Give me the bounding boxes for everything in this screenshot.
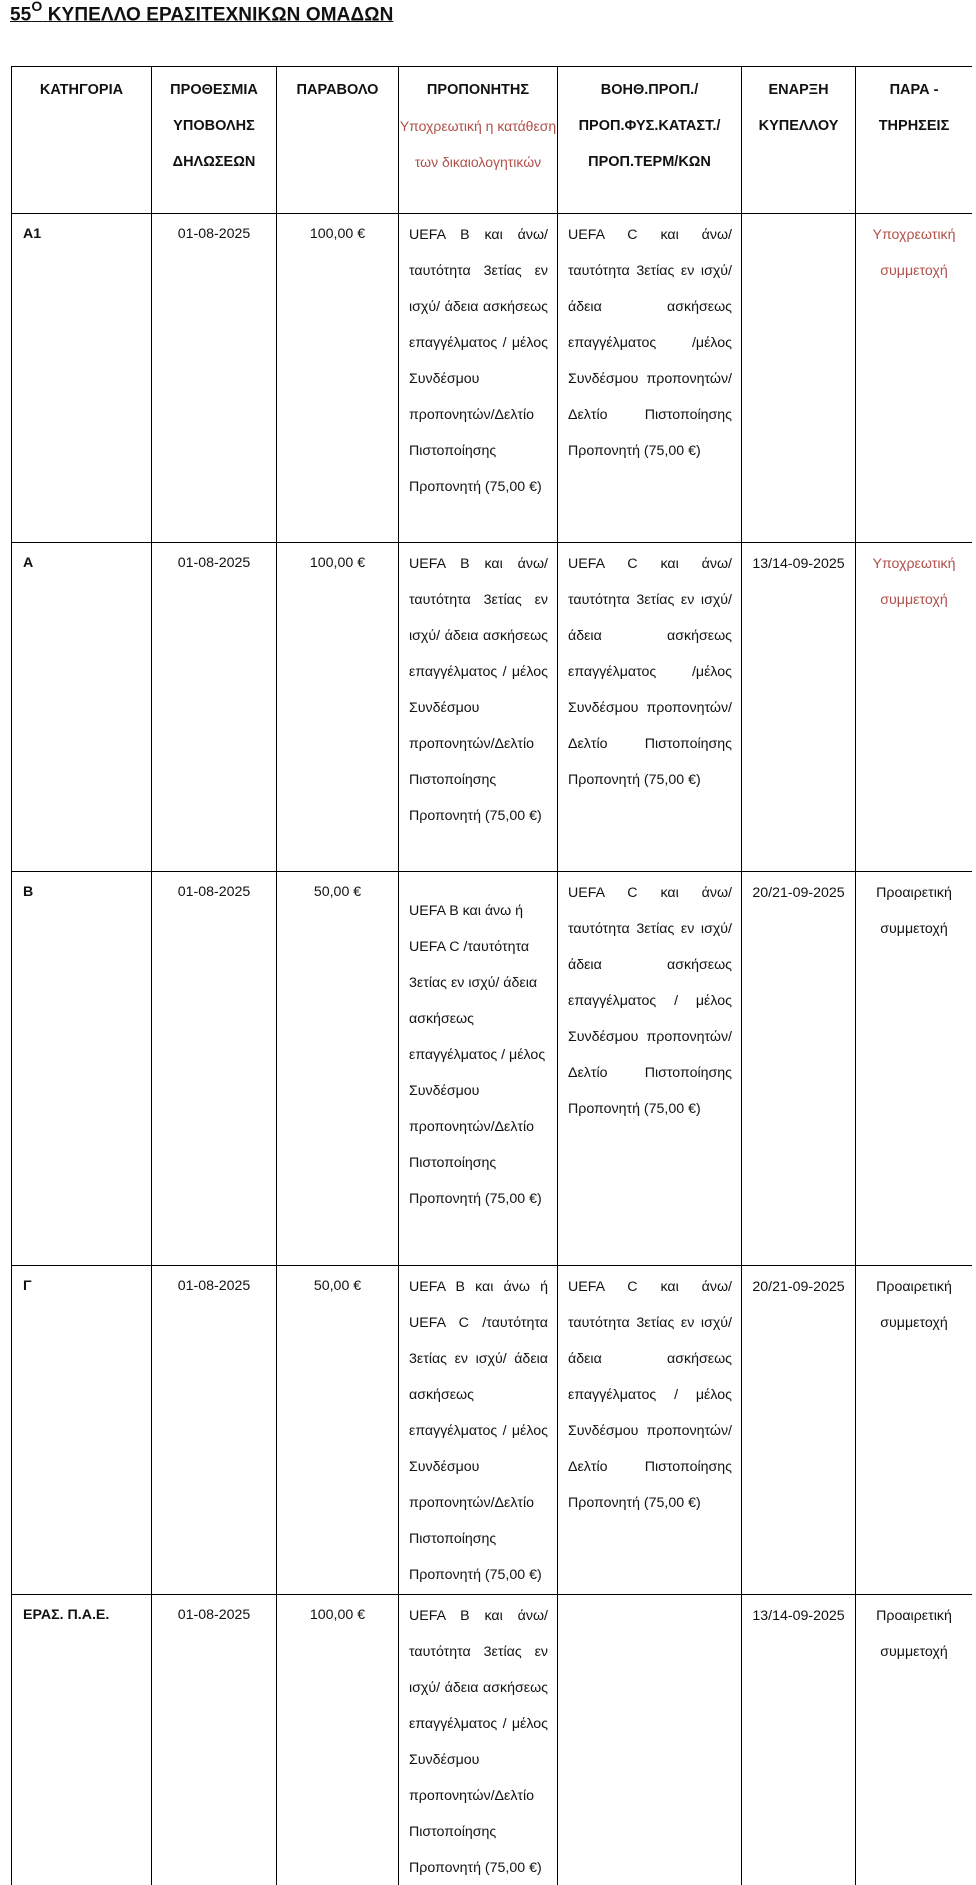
cell-deadline: 01-08-2025	[152, 1266, 277, 1595]
cell-fee: 100,00 €	[277, 214, 399, 543]
cell-remarks: Προαιρετική συμμετοχή	[856, 1595, 973, 1885]
cell-assistant: UEFA C και άνω/ ταυτότητα 3ετίας εν ισχύ/ άδεια ασκήσεως επαγγέλματος / μέλος Συνδέσμου προπονητών/Δελτίο Πιστοποίησης Προπονητή (75,00 €)	[558, 1266, 742, 1595]
cell-assistant: UEFA C και άνω/ ταυτότητα 3ετίας εν ισχύ/ άδεια ασκήσεως επαγγέλματος /μέλος Συνδέσμου προπονητών/Δελτίο Πιστοποίησης Προπονητή (75,00 €)	[558, 543, 742, 872]
header-row	[12, 67, 973, 214]
cell-coach: UEFA B και άνω/ ταυτότητα 3ετίας εν ισχύ/ άδεια ασκήσεως επαγγέλματος / μέλος Συνδέσμου προπονητών/Δελτίο Πιστοποίησης Προπονητή (75,00 €)	[399, 214, 558, 543]
cell-category: Α1	[12, 214, 152, 543]
cell-remarks: Προαιρετική συμμετοχή	[856, 872, 973, 1266]
cell-fee: 50,00 €	[277, 872, 399, 1266]
cell-fee: 100,00 €	[277, 1595, 399, 1885]
table-row	[12, 214, 973, 543]
cell-start	[742, 214, 856, 543]
table-row	[12, 1595, 973, 1885]
cup-table-container	[11, 66, 972, 1885]
document-title	[10, 0, 393, 26]
cell-fee: 100,00 €	[277, 543, 399, 872]
cell-remarks: Προαιρετική συμμετοχή	[856, 1266, 973, 1595]
cup-table	[11, 66, 972, 1885]
title-number: 55	[10, 4, 32, 26]
cell-start: 20/21-09-2025	[742, 872, 856, 1266]
cell-start: 13/14-09-2025	[742, 1595, 856, 1885]
header-category: ΚΑΤΗΓΟΡΙΑ	[12, 67, 152, 214]
header-coach-label: ΠΡΟΠΟΝΗΤΗΣ	[426, 82, 530, 98]
cell-deadline: 01-08-2025	[152, 1595, 277, 1885]
cell-coach: UEFA B και άνω/ ταυτότητα 3ετίας εν ισχύ/ άδεια ασκήσεως επαγγέλματος / μέλος Συνδέσμου προπονητών/Δελτίο Πιστοποίησης Προπονητή (75,00 €)	[399, 1595, 558, 1885]
header-assistant: ΒΟΗΘ.ΠΡΟΠ./ ΠΡΟΠ.ΦΥΣ.ΚΑΤΑΣΤ./ ΠΡΟΠ.ΤΕΡΜ/ΚΩΝ	[558, 67, 742, 214]
table-row	[12, 543, 973, 872]
cell-deadline: 01-08-2025	[152, 543, 277, 872]
cell-category: ΕΡΑΣ. Π.Α.Ε.	[12, 1595, 152, 1885]
table-row	[12, 1266, 973, 1595]
cell-remarks: Υποχρεωτική συμμετοχή	[856, 214, 973, 543]
cell-assistant	[558, 1595, 742, 1885]
cell-category: Γ	[12, 1266, 152, 1595]
header-start: ΕΝΑΡΞΗ ΚΥΠΕΛΛΟΥ	[742, 67, 856, 214]
cell-coach: UEFA B και άνω ή UEFA C /ταυτότητα 3ετίας εν ισχύ/ άδεια ασκήσεως επαγγέλματος / μέλος Συνδέσμου προπονητών/Δελτίο Πιστοποίησης Προπονητή (75,00 €)	[399, 1266, 558, 1595]
table-row	[12, 872, 973, 1266]
header-deadline: ΠΡΟΘΕΣΜΙΑ ΥΠΟΒΟΛΗΣ ΔΗΛΩΣΕΩΝ	[152, 67, 277, 214]
header-coach	[399, 67, 558, 214]
cell-deadline: 01-08-2025	[152, 214, 277, 543]
cell-assistant: UEFA C και άνω/ ταυτότητα 3ετίας εν ισχύ/ άδεια ασκήσεως επαγγέλματος / μέλος Συνδέσμου προπονητών/Δελτίο Πιστοποίησης Προπονητή (75,00 €)	[558, 872, 742, 1266]
cell-coach: UEFA B και άνω/ ταυτότητα 3ετίας εν ισχύ/ άδεια ασκήσεως επαγγέλματος / μέλος Συνδέσμου προπονητών/Δελτίο Πιστοποίησης Προπονητή (75,00 €)	[399, 543, 558, 872]
cell-start: 13/14-09-2025	[742, 543, 856, 872]
header-fee: ΠΑΡΑΒΟΛΟ	[277, 67, 399, 214]
title-text: ΚΥΠΕΛΛΟ ΕΡΑΣΙΤΕΧΝΙΚΩΝ ΟΜΑΔΩΝ	[47, 4, 394, 26]
cell-coach: UEFA B και άνω ή UEFA C /ταυτότητα 3ετίας εν ισχύ/ άδεια ασκήσεως επαγγέλματος / μέλος Συνδέσμου προπονητών/Δελτίο Πιστοποίησης Προπονητή (75,00 €)	[399, 872, 558, 1266]
cell-category: Β	[12, 872, 152, 1266]
cell-assistant: UEFA C και άνω/ ταυτότητα 3ετίας εν ισχύ/ άδεια ασκήσεως επαγγέλματος /μέλος Συνδέσμου προπονητών/Δελτίο Πιστοποίησης Προπονητή (75,00 €)	[558, 214, 742, 543]
cell-category: Α	[12, 543, 152, 872]
cell-remarks: Υποχρεωτική συμμετοχή	[856, 543, 973, 872]
title-superscript: Ο	[31, 0, 43, 14]
header-remarks: ΠΑΡΑ - ΤΗΡΗΣΕΙΣ	[856, 67, 973, 214]
header-coach-note: Υποχρεωτική η κατάθεση των δικαιολογητικών	[399, 118, 557, 170]
cell-start: 20/21-09-2025	[742, 1266, 856, 1595]
cell-deadline: 01-08-2025	[152, 872, 277, 1266]
cell-fee: 50,00 €	[277, 1266, 399, 1595]
